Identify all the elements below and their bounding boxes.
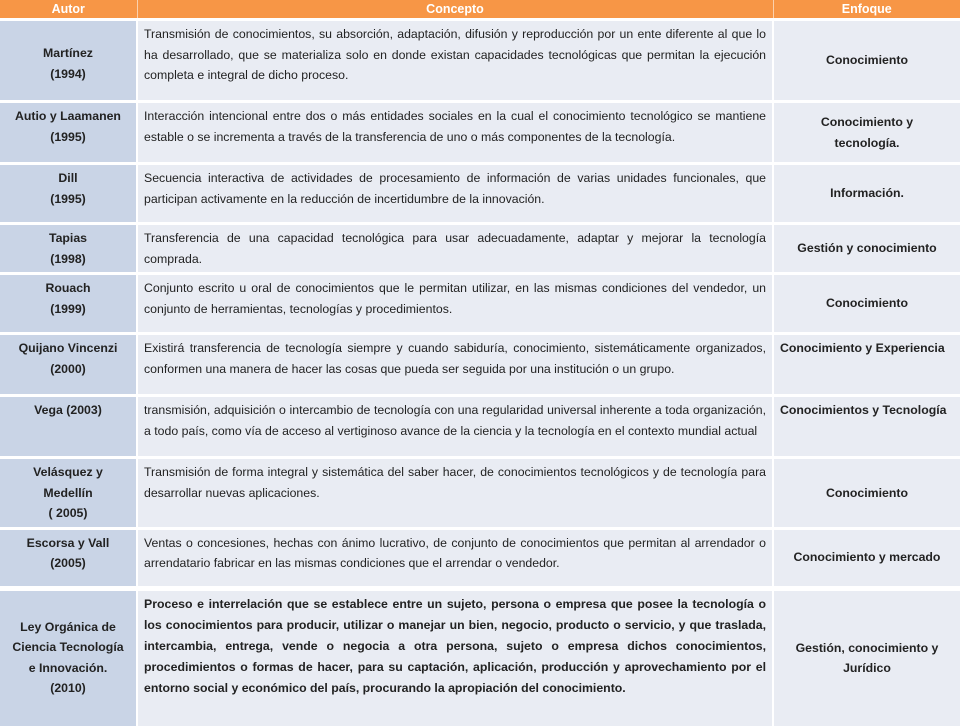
table-row bbox=[0, 588, 960, 726]
cell-autor bbox=[0, 396, 137, 458]
autor-line: (1995) bbox=[50, 191, 86, 206]
autor-line: Ley Orgánica de bbox=[20, 619, 116, 634]
table-row bbox=[0, 224, 960, 274]
autor-line: Martínez bbox=[43, 46, 93, 60]
header-enfoque: Enfoque bbox=[773, 0, 960, 20]
autor-line: (1995) bbox=[50, 129, 86, 144]
table-row bbox=[0, 20, 960, 102]
autor-line: Rouach bbox=[45, 281, 91, 295]
cell-concepto: Proceso e interrelación que se establece entre un sujeto, persona o empresa que posee la tecnología o los conocimientos para producir, utilizar o manejar un bien, negocio, producto o servicio, y que traslada, intercambia, entrega, vende o negocia a otra persona, sujeto o empresa dichos conocimientos, procedimientos o formas de hacer, para su captación, aplicación, producción y aprovechamiento por el entorno social y económico del país, procurando la apropiación del conocimiento. bbox=[137, 588, 773, 726]
cell-autor bbox=[0, 20, 137, 102]
autor-line: Medellín bbox=[43, 485, 93, 500]
cell-enfoque: Conocimiento y mercado bbox=[773, 528, 960, 588]
autor-line: (1998) bbox=[50, 251, 86, 266]
cell-concepto: Ventas o concesiones, hechas con ánimo lucrativo, de conjunto de conocimientos que permitan al arrendador o arrendatario fabricar en las mismas condiciones que el arrendar o vendedor. bbox=[137, 528, 773, 588]
header-autor: Autor bbox=[0, 0, 137, 20]
autor-line: e Innovación. bbox=[28, 660, 108, 675]
cell-enfoque: Información. bbox=[773, 164, 960, 224]
cell-autor bbox=[0, 334, 137, 396]
header-concepto: Concepto bbox=[137, 0, 773, 20]
autor-line: Dill bbox=[58, 171, 78, 185]
cell-concepto: Transmisión de conocimientos, su absorción, adaptación, difusión y reproducción por un ente diferente al que lo ha desarrollado, que se materializa solo en donde existan capacidades tecnológicas que permitan la ejecución completa e integral de dicho proceso. bbox=[137, 20, 773, 102]
table-row bbox=[0, 528, 960, 588]
cell-autor bbox=[0, 102, 137, 164]
cell-enfoque: Conocimiento bbox=[773, 20, 960, 102]
cell-concepto: Conjunto escrito u oral de conocimientos que le permitan utilizar, en las mismas condiciones del vendedor, un conjunto de herramientas, tecnologías y procedimientos. bbox=[137, 274, 773, 334]
cell-enfoque: Gestión y conocimiento bbox=[773, 224, 960, 274]
cell-enfoque: Conocimientos y Tecnología bbox=[773, 396, 960, 458]
autor-line: (1994) bbox=[50, 66, 86, 81]
cell-autor bbox=[0, 274, 137, 334]
cell-enfoque: Conocimiento y Experiencia bbox=[773, 334, 960, 396]
cell-concepto: Transferencia de una capacidad tecnológica para usar adecuadamente, adaptar y mejorar la tecnología comprada. bbox=[137, 224, 773, 274]
autor-line: Tapias bbox=[48, 231, 88, 245]
autor-line: Ciencia Tecnología bbox=[12, 640, 124, 654]
table-row bbox=[0, 334, 960, 396]
cell-autor bbox=[0, 588, 137, 726]
cell-concepto: Transmisión de forma integral y sistemática del saber hacer, de conocimientos tecnológicos y de tecnología para desarrollar nuevas aplicaciones. bbox=[137, 458, 773, 529]
table-row bbox=[0, 274, 960, 334]
autor-line: ( 2005) bbox=[48, 506, 88, 520]
table-row bbox=[0, 458, 960, 529]
autor-line: Quijano Vincenzi bbox=[18, 341, 118, 355]
table-row bbox=[0, 164, 960, 224]
autor-line: (1999) bbox=[50, 301, 86, 316]
autor-line: Escorsa y Vall bbox=[26, 535, 110, 550]
table-row bbox=[0, 102, 960, 164]
autor-line: Vega (2003) bbox=[34, 403, 102, 417]
autor-line: (2000) bbox=[50, 361, 86, 376]
cell-autor bbox=[0, 458, 137, 529]
header-row bbox=[0, 0, 960, 20]
autor-line: Velásquez y bbox=[33, 465, 103, 479]
autor-line: Autio y Laamanen bbox=[15, 109, 121, 123]
autor-line: (2005) bbox=[50, 556, 86, 570]
cell-autor bbox=[0, 528, 137, 588]
cell-autor bbox=[0, 224, 137, 274]
cell-enfoque: Gestión, conocimiento y Jurídico bbox=[773, 588, 960, 726]
cell-concepto: transmisión, adquisición o intercambio de tecnología con una regularidad universal inherente a toda organización, a todo país, como vía de acceso al vertiginoso avance de la ciencia y la tecnología en el contexto mundial actual bbox=[137, 396, 773, 458]
cell-concepto: Secuencia interactiva de actividades de procesamiento de información de varias unidades funcionales, que participan activamente en la reducción de incertidumbre de la innovación. bbox=[137, 164, 773, 224]
cell-concepto: Interacción intencional entre dos o más entidades sociales en la cual el conocimiento tecnológico se mantiene estable o se incrementa a través de la transferencia de uno o más componentes de la tecnología. bbox=[137, 102, 773, 164]
cell-enfoque: Conocimiento bbox=[773, 274, 960, 334]
cell-concepto: Existirá transferencia de tecnología siempre y cuando sabiduría, conocimiento, sistemáticamente organizados, conformen una manera de hacer las cosas que pueda ser seguida por una institución o un grupo. bbox=[137, 334, 773, 396]
cell-enfoque: Conocimiento y tecnología. bbox=[773, 102, 960, 164]
cell-autor bbox=[0, 164, 137, 224]
table-row bbox=[0, 396, 960, 458]
cell-enfoque: Conocimiento bbox=[773, 458, 960, 529]
autor-line: (2010) bbox=[50, 681, 86, 695]
